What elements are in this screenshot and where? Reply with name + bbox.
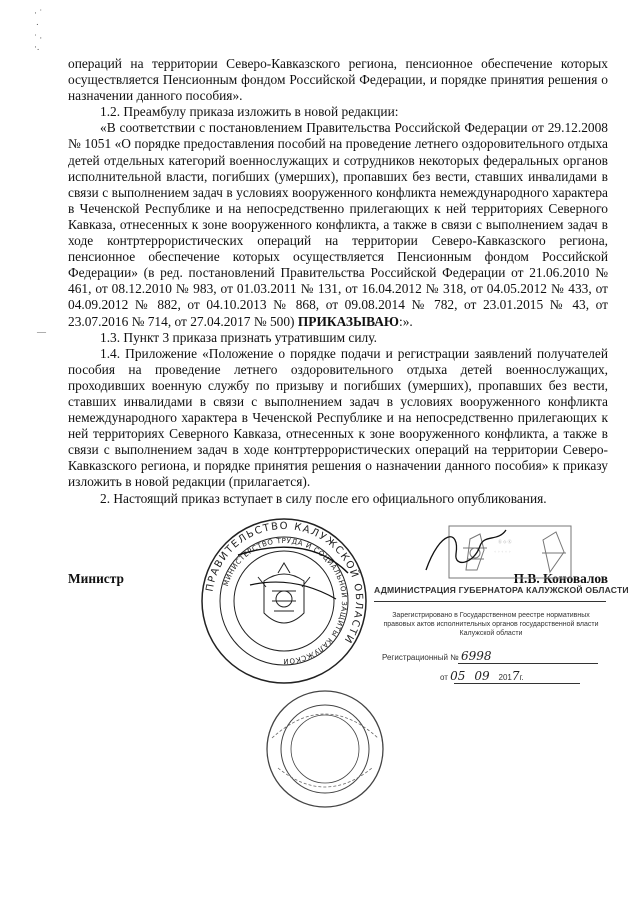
date-underline bbox=[454, 683, 580, 684]
seal-inner-text: МИНИСТЕРСТВО ТРУДА И СОЦИАЛЬНОЙ ЗАЩИТЫ КАЛУЖСКОЙ bbox=[221, 536, 349, 666]
stamp-divider bbox=[374, 601, 606, 602]
date-prefix: от bbox=[440, 673, 448, 682]
date-month: 09 bbox=[474, 669, 490, 683]
signer-name: П.В. Коновалов bbox=[513, 571, 608, 586]
registration-stamp-body: Зарегистрировано в Государственном реестре нормативных правовых актов исполнительных органов государственной власти Калужской области bbox=[383, 612, 599, 637]
number-underline bbox=[458, 663, 598, 664]
preamble-tail: :». bbox=[398, 313, 413, 329]
preamble-text: «В соответствии с постановлением Правительства Российской Федерации от 29.12.2008 № 1051 «О порядке предоставления пособий на проведение летнего оздоровительного отдыха детей отдельных категорий военнослужащих и сотрудников некоторых федеральных органов исполнительной власти, погибших (умерших), пропавших без вести, ставших инвалидами в связи с выполнением задач в условиях вооруженного конфликта немеждународного характера в Чеченской Республике и на непосредственно прилегающих к ней территориях Северного Кавказа, отнесенных к зоне вооруженного конфликта, а также в связи с выполнением задач в ходе контртеррористических операций на территории Северо-Кавказского региона, пенсионное обеспечение которых осуществляется Пенсионным фондом Российской Федерации» (в ред. постановлений Правительства Российской Федерации от 21.06.2010 № 461, от 08.12.2010 № 983, от 01.03.2011 № 131, от 16.04.2012 № 318, от 04.05.2012 № 433, от 04.09.2012 № 882, от 04.10.2013 № 868, от 09.08.2014 № 782, от 23.01.2015 № 43, от 23.07.2016 № 714, от 27.04.2017 № 500) bbox=[68, 120, 608, 329]
coat-of-arms-icon bbox=[258, 563, 310, 623]
registration-number-value: 6998 bbox=[460, 649, 492, 663]
paragraph-continuation: операций на территории Северо-Кавказского региона, пенсионное обеспечение которых осуществляется Пенсионным фондом Российской Федерации, и порядке принятия решения о назначении данного пособия». bbox=[68, 56, 608, 104]
registration-number-label: Регистрационный № bbox=[382, 653, 459, 662]
date-day: 05 bbox=[450, 669, 466, 683]
order-keyword: ПРИКАЗЫВАЮ bbox=[297, 313, 399, 329]
seal-overlap bbox=[264, 688, 386, 810]
registration-stamp-title: АДМИНИСТРАЦИЯ ГУБЕРНАТОРА КАЛУЖСКОЙ ОБЛАСТИ bbox=[374, 585, 629, 595]
signer-position: Министр bbox=[68, 571, 124, 586]
official-seal bbox=[198, 515, 370, 687]
svg-text:◦ ◦ ◦ ◦ ◦: ◦ ◦ ◦ ◦ ◦ bbox=[494, 549, 511, 554]
date-year-suffix: 7 bbox=[511, 669, 520, 683]
paragraph-1-2: 1.2. Преамбулу приказа изложить в новой редакции: bbox=[100, 104, 399, 120]
registration-number bbox=[382, 649, 492, 663]
registration-stamp bbox=[374, 585, 629, 691]
seal-outer-text: ПРАВИТЕЛЬСТВО КАЛУЖСКОЙ ОБЛАСТИ bbox=[204, 520, 365, 646]
scan-artifact: ˙ · ·. bbox=[34, 33, 43, 52]
signature-stroke bbox=[420, 520, 510, 580]
svg-text:Ⓚ ◇ Ⓚ: Ⓚ ◇ Ⓚ bbox=[498, 539, 512, 544]
scan-artifact: — bbox=[37, 327, 46, 337]
scan-artifact: · ˙ . bbox=[34, 8, 43, 27]
date-year-prefix: 201 bbox=[498, 673, 512, 682]
paragraph-preamble bbox=[68, 120, 608, 329]
paragraph-1-4: 1.4. Приложение «Положение о порядке подачи и регистрации заявлений получателей пособия на проведение летнего оздоровительного отдыха детей военнослужащих, проходивших военную службу по призыву и погибших (умерших), пропавших без вести, ставших инвалидами в связи с выполнением задач в условиях вооруженного конфликта немеждународного характера в Чеченской Республике и на непосредственно прилегающих к ней территориях Северного Кавказа, отнесенных к зоне вооруженного конфликта, а также в связи с выполнением задач в ходе контртеррористических операций на территории Северо-Кавказского региона, и порядке принятия решения о назначении данного пособия» к приказу изложить в новой редакции (прилагается). bbox=[68, 345, 608, 490]
document-body bbox=[68, 56, 608, 507]
paragraph-2: 2. Настоящий приказ вступает в силу после его официального опубликования. bbox=[100, 490, 547, 506]
registration-date bbox=[440, 669, 524, 683]
paragraph-1-3: 1.3. Пункт 3 приказа признать утратившим силу. bbox=[100, 329, 377, 345]
date-year-unit: г. bbox=[519, 673, 524, 682]
